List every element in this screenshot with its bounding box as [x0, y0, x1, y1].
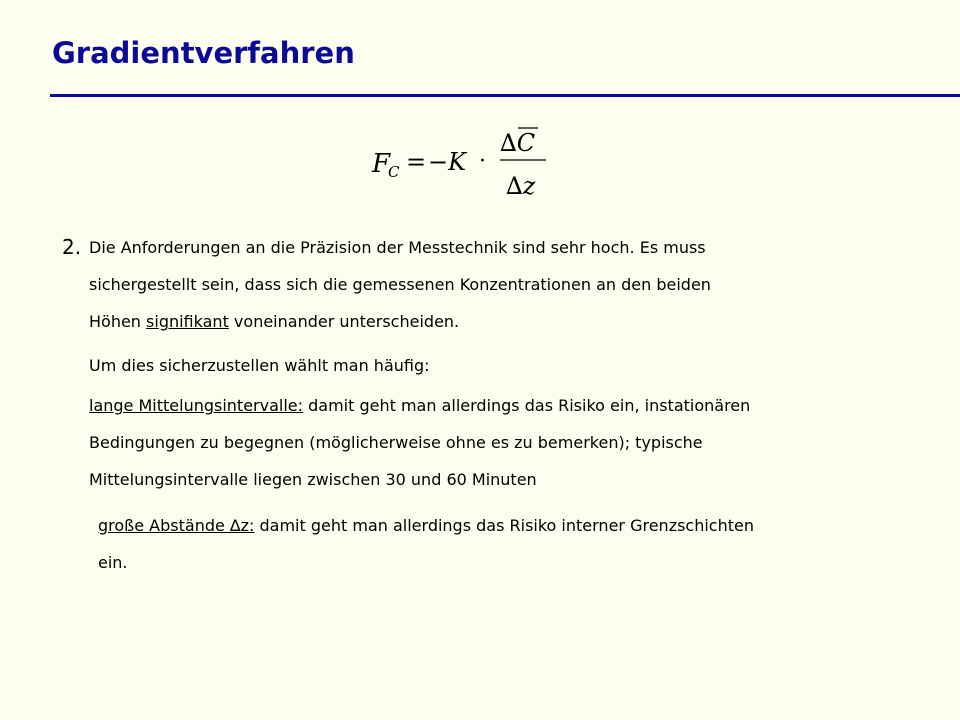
paragraph-line [89, 303, 711, 340]
gradient-formula [366, 124, 566, 200]
formula-denominator: ∆z [506, 172, 536, 200]
formula-numerator: ∆C [500, 129, 536, 157]
formula-subscript-c: C [388, 163, 400, 181]
text-run: voneinander unterscheiden. [228, 312, 460, 331]
text-run: damit geht man allerdings das Risiko ein, instationären [303, 396, 751, 415]
paragraph-line: Bedingungen zu begegnen (möglicherweise ohne es zu bemerken); typische [89, 433, 703, 452]
paragraph-distances [98, 507, 754, 581]
formula-dot: · [479, 149, 486, 174]
slide-title: Gradientverfahren [52, 36, 355, 70]
formula-f: F [372, 149, 391, 179]
paragraph-intervals [89, 387, 750, 498]
text-run: Höhen [89, 312, 147, 331]
underlined-term: große Abstände ∆z: [98, 516, 255, 535]
paragraph-line: Mittelungsintervalle liegen zwischen 30 und 60 Minuten [89, 470, 537, 489]
text-run: damit geht man allerdings das Risiko interner Grenzschichten [254, 516, 754, 535]
paragraph-line [98, 507, 754, 544]
paragraph-line: ein. [98, 553, 128, 572]
formula-minus-k: −K [428, 148, 467, 176]
paragraph-intro: Um dies sicherzustellen wählt man häufig: [89, 356, 430, 375]
title-divider [50, 94, 960, 97]
point-number: 2. [62, 235, 82, 259]
formula-equals: = [406, 148, 427, 176]
paragraph-line [89, 387, 750, 424]
paragraph-line: sichergestellt sein, dass sich die gemessenen Konzentrationen an den beiden [89, 275, 711, 294]
paragraph-precision [89, 229, 711, 340]
underlined-term: signifikant [146, 312, 229, 331]
paragraph-line: Die Anforderungen an die Präzision der Messtechnik sind sehr hoch. Es muss [89, 238, 706, 257]
underlined-term: lange Mittelungsintervalle: [89, 396, 304, 415]
